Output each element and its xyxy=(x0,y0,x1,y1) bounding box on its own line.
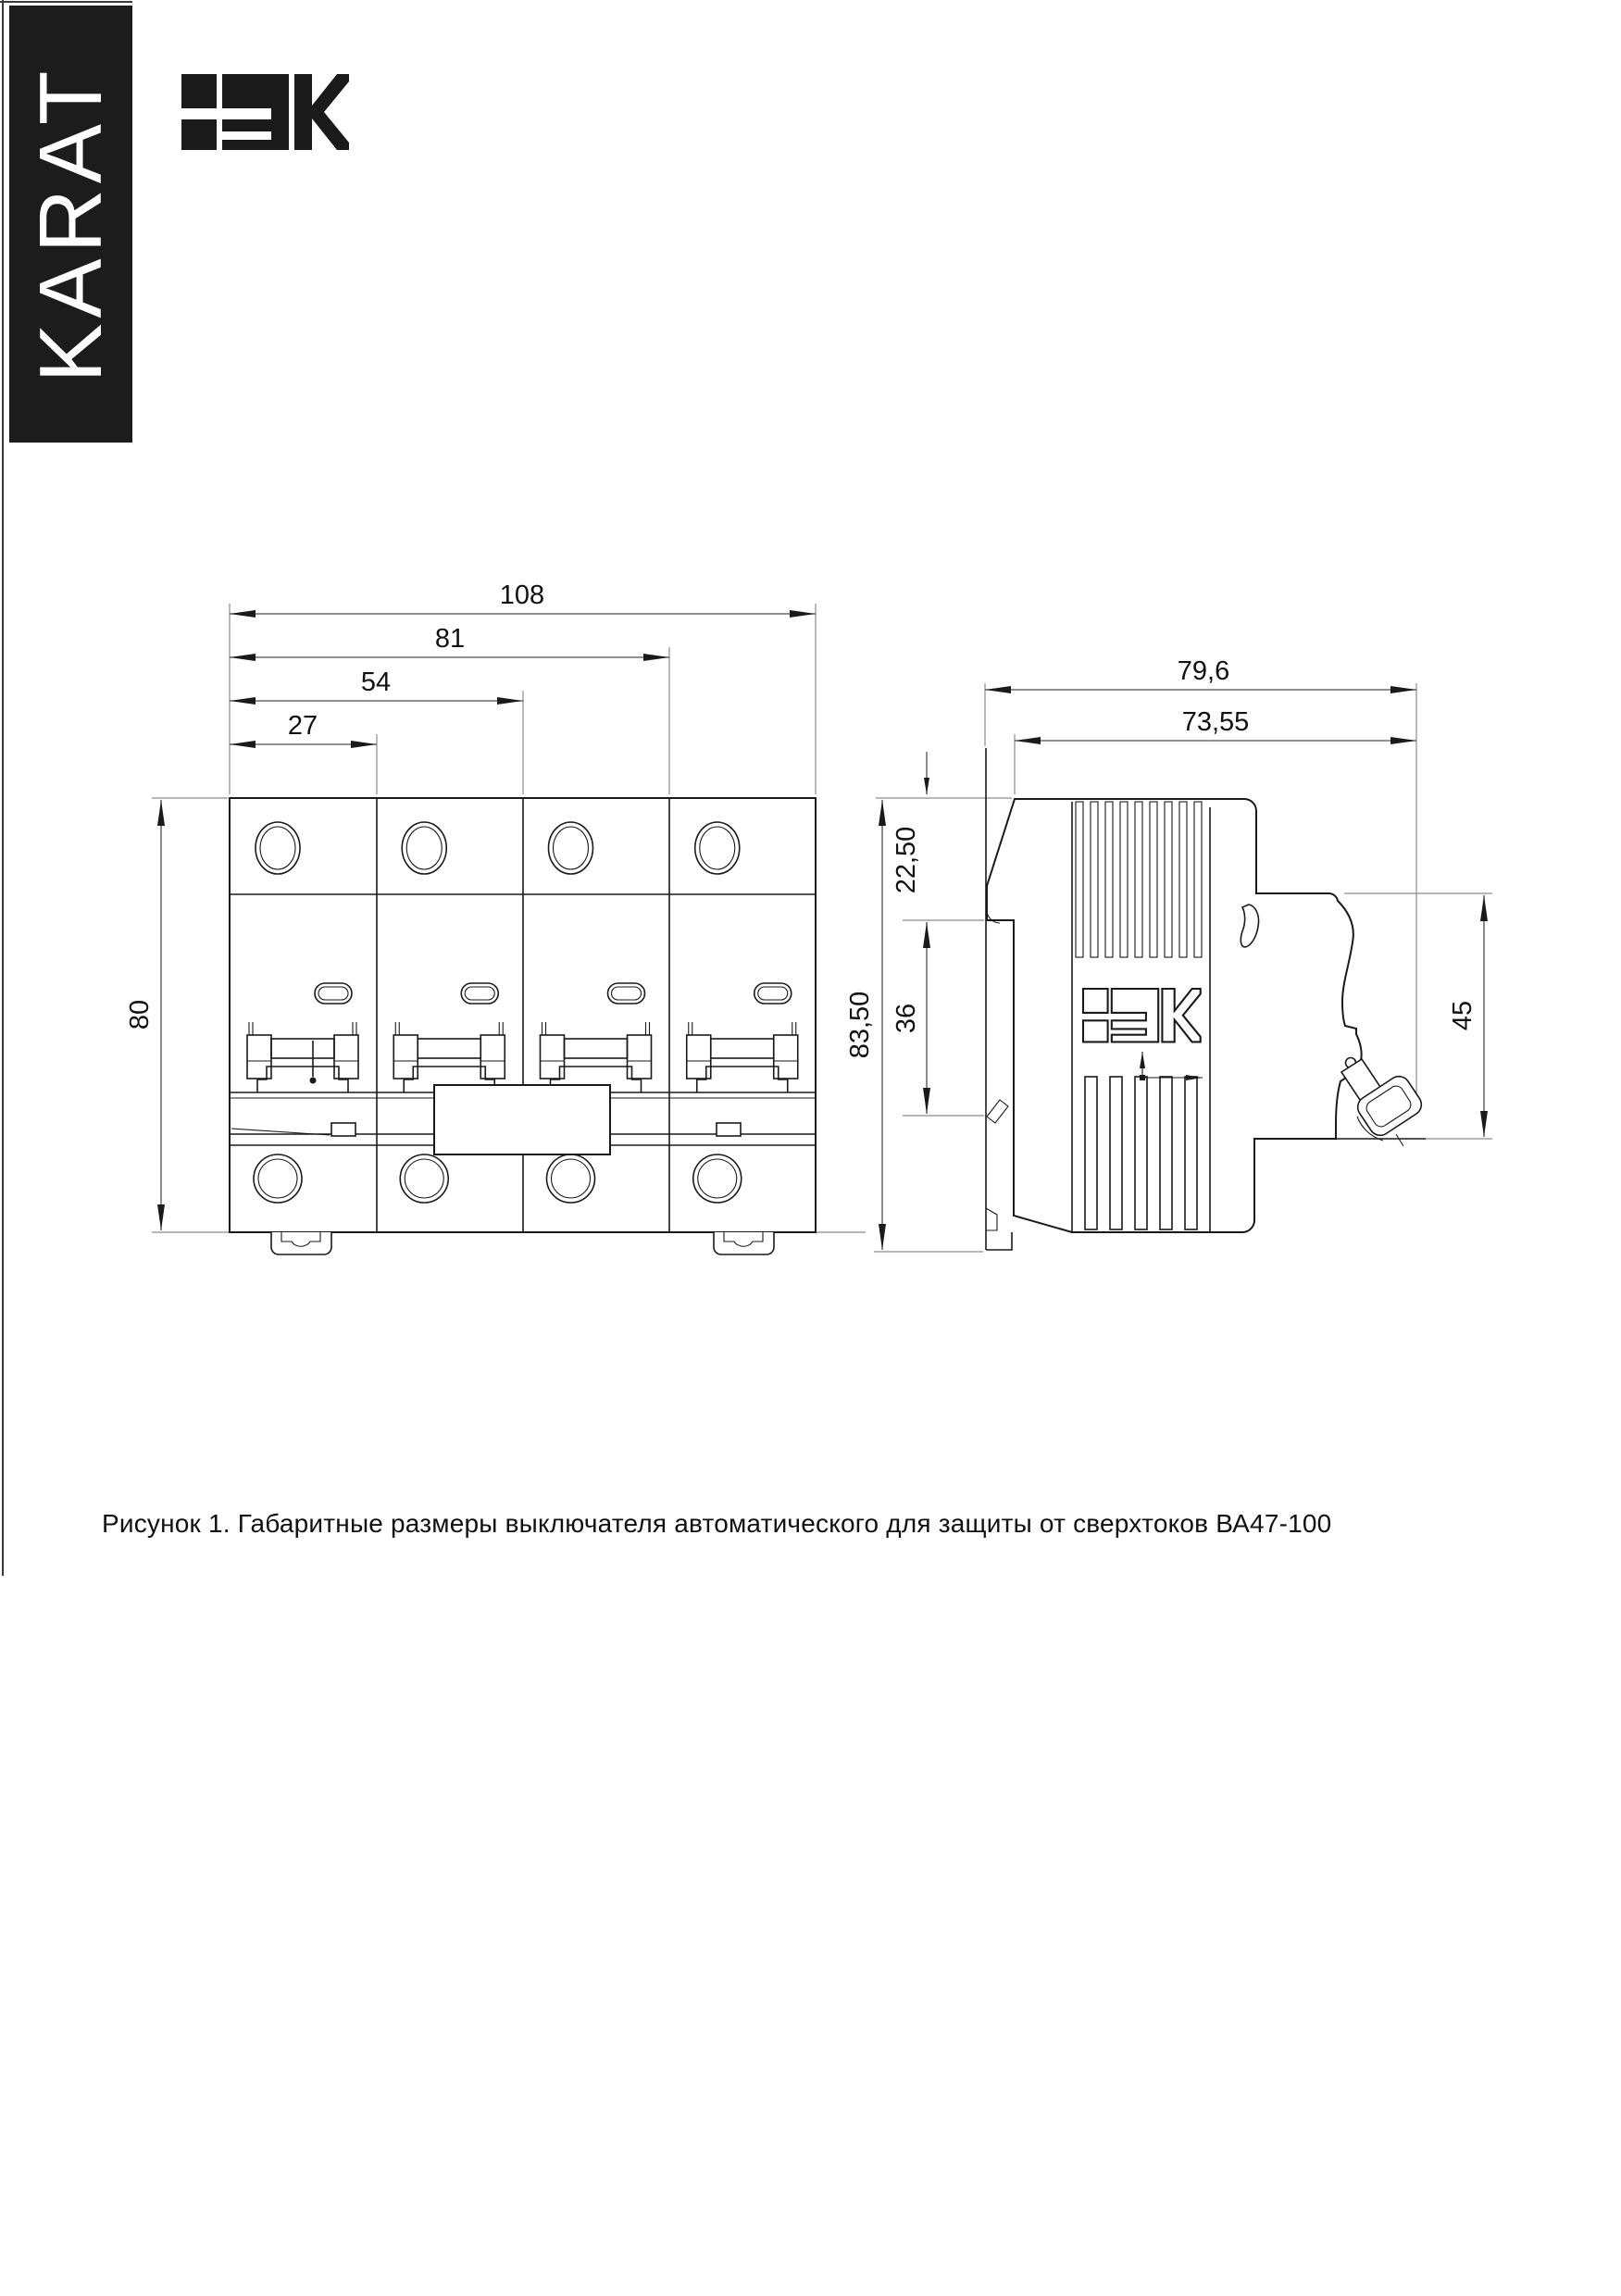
vent-slots-upper xyxy=(1076,802,1202,957)
dim-height-total xyxy=(845,800,882,1250)
figure-caption: Рисунок 1. Габаритные размеры выключателя автоматического для защиты от сверхтоков ВА47-100 xyxy=(102,1509,1332,1538)
vent-slots-lower xyxy=(1085,1077,1197,1229)
dim-label-79-6: 79,6 xyxy=(1177,656,1230,686)
dim-top-zone xyxy=(892,752,927,893)
dim-label-27: 27 xyxy=(287,711,318,741)
dim-width-2mod xyxy=(230,668,523,701)
din-rail-profile xyxy=(986,748,1012,1250)
dim-depth-body xyxy=(1015,707,1416,741)
breaker-side-body xyxy=(987,799,1362,1232)
dim-width-total xyxy=(230,580,816,614)
dim-label-80: 80 xyxy=(125,999,155,1030)
dim-label-36: 36 xyxy=(892,1003,921,1034)
toggle-lever xyxy=(1341,1059,1421,1146)
handle-interlock-bar xyxy=(434,1085,610,1154)
front-view-drawing xyxy=(125,580,866,1254)
dim-width-1mod xyxy=(230,711,377,744)
iek-logo-side xyxy=(1083,989,1201,1042)
dim-width-3mod xyxy=(230,624,669,657)
dim-depth-total xyxy=(985,656,1416,690)
banner-brand-text: KARAT xyxy=(20,65,120,383)
dim-label-108: 108 xyxy=(499,580,545,610)
din-clip-left xyxy=(271,1232,331,1254)
dim-label-73-55: 73,55 xyxy=(1181,707,1250,737)
side-view-drawing xyxy=(845,656,1492,1252)
dim-label-83-50: 83,50 xyxy=(845,991,875,1059)
dim-label-54: 54 xyxy=(360,668,392,697)
dim-label-22-50: 22,50 xyxy=(892,826,921,894)
dim-label-81: 81 xyxy=(434,624,466,654)
handle-recess xyxy=(1241,905,1258,947)
dim-height-body xyxy=(125,800,161,1230)
din-clip-right xyxy=(714,1232,774,1254)
dim-front-face xyxy=(1448,895,1484,1137)
dim-label-45: 45 xyxy=(1448,1000,1478,1031)
dim-rail-zone xyxy=(892,922,927,1114)
